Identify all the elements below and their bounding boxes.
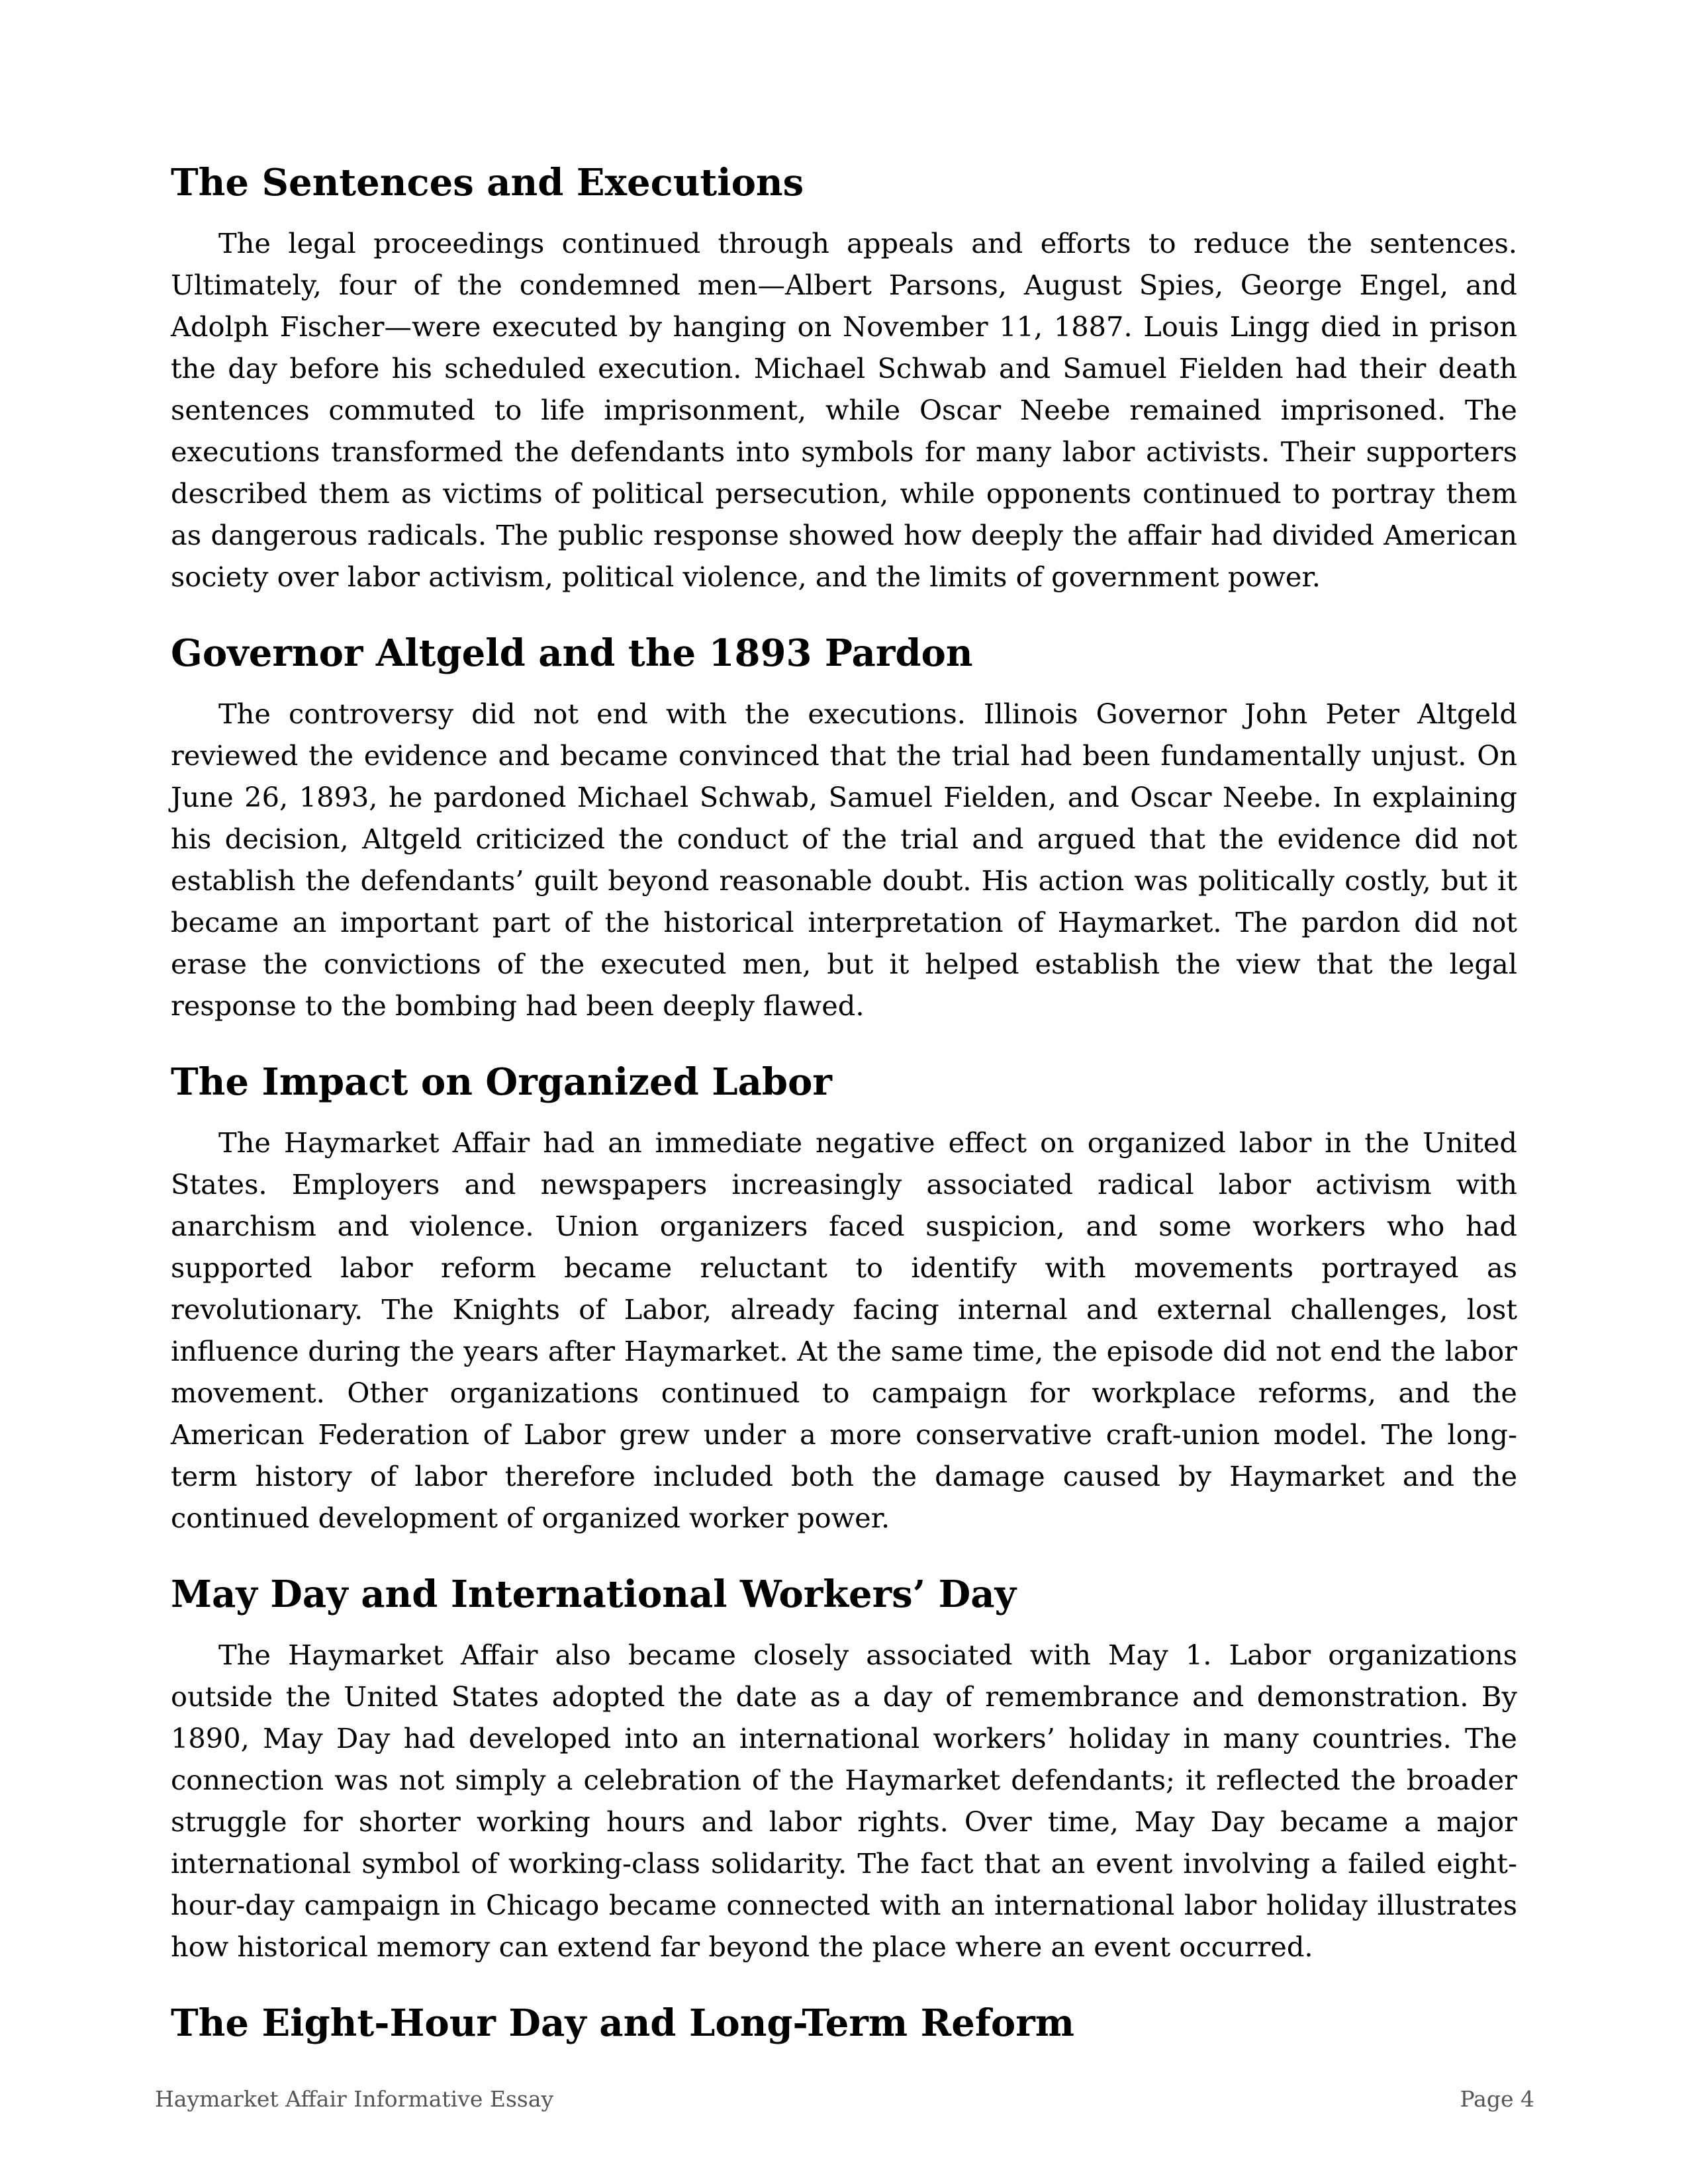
section-may-day	[171, 1568, 1517, 1968]
section-heading: The Impact on Organized Labor	[171, 1060, 832, 1104]
section-heading: The Eight-Hour Day and Long-Term Reform	[171, 2001, 1075, 2045]
section-paragraph: The Haymarket Affair also became closely associated with May 1. Labor organizations outside the United States adopted the date as a day of remembrance and demonstration. By 1890, May Day had developed into an international workers’ holiday in many countries. The connection was not simply a celebration of the Haymarket defendants; it reflected the broader struggle for shorter working hours and labor rights. Over time, May Day became a major international symbol of working-class solidarity. The fact that an event involving a failed eight-hour-day campaign in Chicago became connected with an international labor holiday illustrates how historical memory can extend far beyond the place where an event occurred.	[171, 1639, 1517, 1963]
section-sentences-executions	[171, 156, 1517, 598]
section-heading: May Day and International Workers’ Day	[171, 1572, 1017, 1616]
footer-document-title: Haymarket Affair Informative Essay	[155, 2086, 554, 2112]
section-paragraph: The Haymarket Affair had an immediate negative effect on organized labor in the United States. Employers and newspapers increasingly associated radical labor activism with anarchism and violence. Union organizers faced suspicion, and some workers who had supported labor reform became reluctant to identify with movements portrayed as revolutionary. The Knights of Labor, already facing internal and external challenges, lost influence during the years after Haymarket. At the same time, the episode did not end the labor movement. Other organizations continued to campaign for workplace reforms, and the American Federation of Labor grew under a more conservative craft-union model. The long-term history of labor therefore included both the damage caused by Haymarket and the continued development of organized worker power.	[171, 1126, 1517, 1534]
footer-page-number: Page 4	[1460, 2086, 1534, 2112]
section-impact-organized-labor	[171, 1056, 1517, 1539]
section-heading: Governor Altgeld and the 1893 Pardon	[171, 631, 973, 675]
page-footer	[155, 2085, 1534, 2114]
section-eight-hour-day	[171, 1997, 1517, 2050]
section-altgeld-pardon	[171, 627, 1517, 1026]
section-paragraph: The legal proceedings continued through appeals and efforts to reduce the sentences. Ultimately, four of the condemned men—Albert Parsons, August Spies, George Engel, and Adolph Fischer—were executed by hanging on November 11, 1887. Louis Lingg died in prison the day before his scheduled execution. Michael Schwab and Samuel Fielden had their death sentences commuted to life imprisonment, while Oscar Neebe remained imprisoned. The executions transformed the defendants into symbols for many labor activists. Their supporters described them as victims of political persecution, while opponents continued to portray them as dangerous radicals. The public response showed how deeply the affair had divided American society over labor activism, political violence, and the limits of government power.	[171, 227, 1517, 593]
section-paragraph: The controversy did not end with the executions. Illinois Governor John Peter Altgeld reviewed the evidence and became convinced that the trial had been fundamentally unjust. On June 26, 1893, he pardoned Michael Schwab, Samuel Fielden, and Oscar Neebe. In explaining his decision, Altgeld criticized the conduct of the trial and argued that the evidence did not establish the defendants’ guilt beyond reasonable doubt. His action was politically costly, but it became an important part of the historical interpretation of Haymarket. The pardon did not erase the convictions of the executed men, but it helped establish the view that the legal response to the bombing had been deeply flawed.	[171, 698, 1517, 1022]
document-body	[171, 156, 1517, 2079]
section-heading: The Sentences and Executions	[171, 161, 804, 205]
